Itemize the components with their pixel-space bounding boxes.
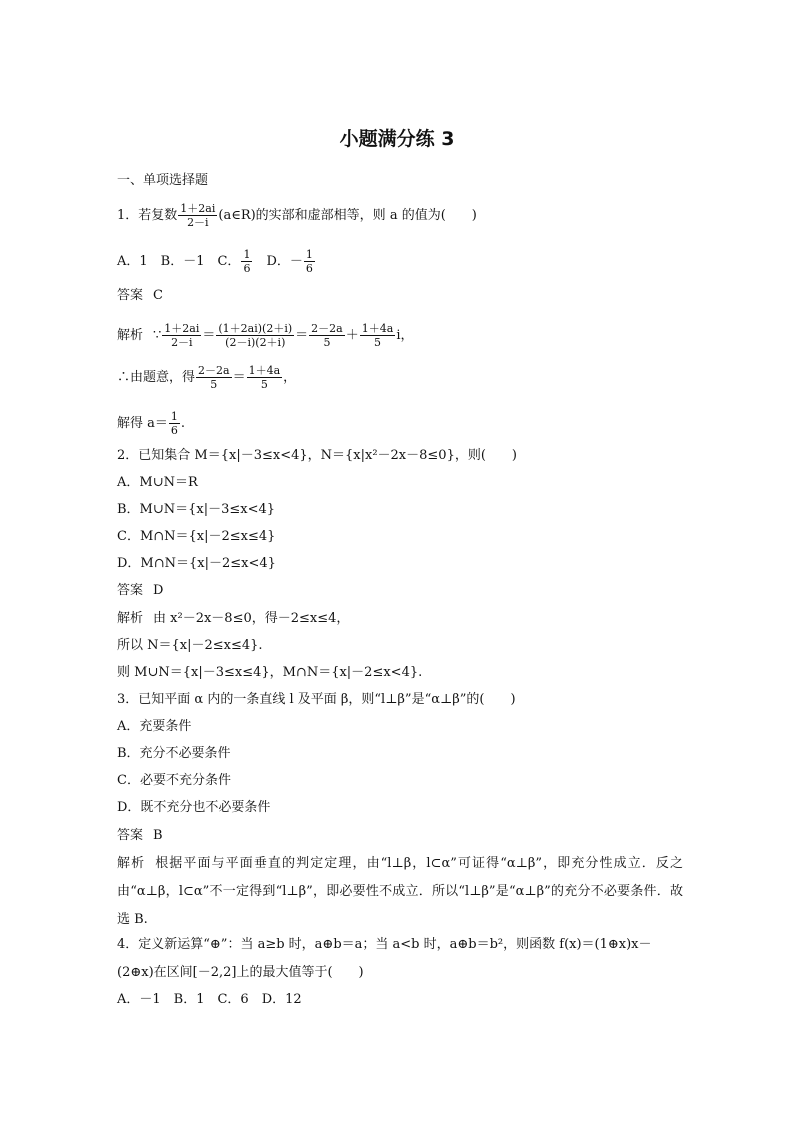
q4-options: A．－1 B．1 C．6 D．12 — [117, 992, 302, 1007]
q2-analysis-line3: 则 M∪N＝{x|－3≤x≤4}，M∩N＝{x|－2≤x<4}. — [117, 665, 423, 680]
q1-f1-den: 2－i — [171, 336, 193, 349]
q1-option-d-label: D．－ — [253, 254, 303, 269]
q1-f1-num: 1＋2ai — [164, 322, 200, 335]
q1-solve: 解得 a＝ — [117, 416, 168, 431]
q1-f3-den: 5 — [323, 336, 331, 349]
q3-analysis-text: 根据平面与平面垂直的判定定理，由“l⊥β，l⊂α”可证得“α⊥β”，即充分性成立．反之由“α⊥β，l⊂α”不一定得到“l⊥β”，即必要性不成立．所以“l⊥β”是“α⊥β”的充分不必要条件．故选 B. — [117, 856, 683, 927]
q1-therefore: ∴由题意，得 — [117, 370, 196, 385]
q1-fraction-den: 2－i — [187, 216, 209, 229]
q1-analysis-line1 — [117, 322, 413, 349]
q3-analysis — [117, 850, 683, 934]
q2-answer — [117, 582, 163, 600]
q1-number: 1． — [117, 208, 139, 223]
q1-tail3: . — [180, 416, 186, 431]
q1-g2-num: 1＋4a — [248, 364, 281, 377]
q1-f3-num: 2－2a — [311, 322, 343, 335]
page-title: 小题满分练 3 — [339, 128, 455, 150]
q1-option-c-fraction — [241, 248, 252, 275]
q1-eq-3: ＝ — [232, 370, 246, 385]
q2-option-d: D．M∩N＝{x|－2≤x<4} — [117, 556, 276, 571]
q3-answer — [117, 827, 163, 845]
q3-option-d: D．既不充分也不必要条件 — [117, 800, 271, 815]
q1-options — [117, 248, 316, 275]
q1-f2 — [216, 322, 294, 349]
q1-option-d-fraction — [304, 248, 315, 275]
q1-f2-den: (2－i)(2＋i) — [225, 336, 286, 349]
q1-analysis-line3 — [117, 410, 185, 437]
q1-f3 — [309, 322, 345, 349]
q1-option-d-den: 6 — [305, 262, 313, 275]
q1-eq-1: ＝ — [202, 328, 216, 343]
q2-option-b: B．M∪N＝{x|－3≤x<4} — [117, 502, 276, 517]
q1-solution-fraction — [169, 410, 180, 437]
q1-fraction — [178, 202, 217, 229]
q1-stem — [117, 202, 477, 229]
q1-answer-label: 答案 — [117, 288, 144, 303]
q3-option-a: A．充要条件 — [117, 719, 192, 734]
q2-analysis-a1: 由 x²－2x－8≤0，得－2≤x≤4， — [153, 611, 350, 626]
q1-option-c-num: 1 — [243, 248, 251, 261]
q1-f4 — [360, 322, 396, 349]
q1-f4-num: 1＋4a — [361, 322, 394, 335]
q2-answer-label: 答案 — [117, 583, 144, 598]
q2-analysis-line1 — [117, 610, 349, 628]
q1-answer — [117, 287, 163, 305]
q3-answer-label: 答案 — [117, 828, 144, 843]
q1-f4-den: 5 — [374, 336, 382, 349]
q1-stem-pre: 若复数 — [138, 208, 178, 223]
q1-because: ∵ — [153, 328, 162, 343]
q1-option-d-num: 1 — [305, 248, 313, 261]
q1-answer-value: C — [153, 288, 163, 303]
q2-answer-value: D — [153, 583, 164, 598]
q1-f1 — [162, 322, 201, 349]
q1-solution-den: 6 — [170, 424, 178, 437]
q1-solution-num: 1 — [170, 410, 178, 423]
q2-option-c: C．M∩N＝{x|－2≤x≤4} — [117, 529, 276, 544]
q2-option-a: A．M∪N＝R — [117, 475, 198, 490]
q1-g2-den: 5 — [260, 378, 268, 391]
q1-g1-num: 2－2a — [198, 364, 230, 377]
q1-g1-den: 5 — [210, 378, 218, 391]
q1-options-pre: A．1 B．－1 C． — [117, 254, 241, 269]
q3-answer-value: B — [153, 828, 163, 843]
q2-analysis-line2: 所以 N＝{x|－2≤x≤4}. — [117, 638, 263, 653]
q1-tail2: ， — [283, 370, 297, 385]
q1-analysis-label: 解析 — [117, 328, 144, 343]
q1-eq-2: ＝ — [295, 328, 309, 343]
q1-fraction-num: 1＋2ai — [180, 202, 216, 215]
q1-g1 — [196, 364, 232, 391]
q1-g2 — [247, 364, 283, 391]
q4-stem-line2: (2⊕x)在区间[－2,2]上的最大值等于( ) — [117, 965, 364, 980]
section-heading: 一、单项选择题 — [117, 173, 209, 188]
q1-stem-mid: (a∈R)的实部和虚部相等，则 a 的值为( ) — [218, 208, 477, 223]
q1-f2-num: (1＋2ai)(2＋i) — [218, 322, 293, 335]
q3-option-c: C．必要不充分条件 — [117, 773, 231, 788]
q2-analysis-label: 解析 — [117, 611, 144, 626]
q4-stem-line1: 4．定义新运算“⊕”：当 a≥b 时，a⊕b＝a；当 a<b 时，a⊕b＝b²，则函数 f(x)＝(1⊕x)x－ — [117, 937, 652, 952]
q3-analysis-label: 解析 — [117, 856, 146, 871]
q3-stem: 3．已知平面 α 内的一条直线 l 及平面 β，则“l⊥β”是“α⊥β”的( ) — [117, 692, 516, 707]
q3-option-b: B．充分不必要条件 — [117, 746, 231, 761]
q1-option-c-den: 6 — [243, 262, 251, 275]
q2-stem: 2．已知集合 M＝{x|－3≤x<4}，N＝{x|x²－2x－8≤0}，则( ) — [117, 448, 517, 463]
q1-analysis-line2 — [117, 364, 296, 391]
q1-tail1: i， — [396, 328, 414, 343]
q1-plus: ＋ — [345, 328, 359, 343]
